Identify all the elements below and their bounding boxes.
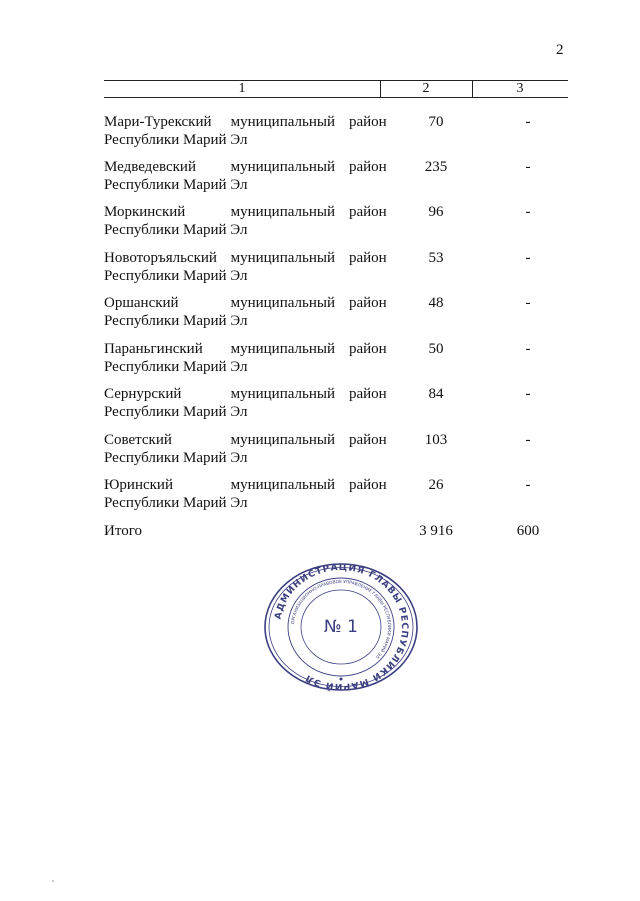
col3-value: - [525,114,531,130]
header-col-3: 3 [516,81,524,96]
total-col2-value: 3 916 [419,523,453,539]
total-row [104,522,568,542]
district-region: Республики Марий Эл [104,313,248,329]
table-row [104,113,568,153]
district-region: Республики Марий Эл [104,177,248,193]
col3-value: - [525,250,531,266]
col3-value: - [525,341,531,357]
seal-outer-text: АДМИНИСТРАЦИЯ ГЛАВЫ РЕСПУБЛИКИ МАРИЙ ЭЛ [273,562,410,692]
col2-value: 103 [424,432,448,448]
district-name: Юринский муниципальный [104,477,335,493]
district-type: район [349,204,387,220]
district-type: район [349,114,387,130]
col2-value: 96 [428,204,444,220]
district-region: Республики Марий Эл [104,404,248,420]
header-col-2: 2 [422,81,430,96]
col2-value: 26 [428,477,444,493]
table-row [104,476,568,516]
district-name: Медведевский муниципальный [104,159,335,175]
district-type: район [349,477,387,493]
district-name: Новоторъяльский муниципальный [104,250,335,266]
table-row [104,203,568,243]
district-type: район [349,386,387,402]
scan-speck [52,880,54,882]
seal-center-number: № 1 [324,617,358,637]
col2-value: 53 [428,250,444,266]
col2-value: 70 [428,114,444,130]
table-row [104,249,568,289]
district-type: район [349,250,387,266]
col2-value: 84 [428,386,444,402]
district-type: район [349,295,387,311]
district-name: Оршанский муниципальный [104,295,335,311]
district-name: Мари-Турекский муниципальный [104,114,335,130]
district-type: район [349,341,387,357]
table-row [104,431,568,471]
seal-inner-text: ОРГАНИЗАЦИОННО-ПРАВОВОЕ УПРАВЛЕНИЕ ГЛАВЫ РЕСПУБЛИКИ МАРИЙ ЭЛ [291,579,392,659]
col3-value: - [525,477,531,493]
district-region: Республики Марий Эл [104,450,248,466]
district-name: Советский муниципальный [104,432,335,448]
district-name: Моркинский муниципальный [104,204,335,220]
table-row [104,340,568,380]
district-name: Параньгинский муниципальный [104,341,335,357]
seal-star [340,678,343,681]
col3-value: - [525,159,531,175]
col3-value: - [525,204,531,220]
table-row [104,385,568,425]
official-seal [262,562,420,692]
header-col-1: 1 [238,81,246,96]
header-bottom-rule [104,97,568,98]
col3-value: - [525,295,531,311]
district-region: Республики Марий Эл [104,495,248,511]
col2-value: 48 [428,295,444,311]
district-type: район [349,432,387,448]
district-region: Республики Марий Эл [104,268,248,284]
district-region: Республики Марий Эл [104,359,248,375]
col3-value: - [525,386,531,402]
page-number: 2 [556,42,564,58]
col2-value: 50 [428,341,444,357]
district-region: Республики Марий Эл [104,222,248,238]
table-row [104,294,568,334]
col2-value: 235 [424,159,448,175]
total-label: Итого [104,523,142,539]
table-row [104,158,568,198]
total-col3-value: 600 [516,523,540,539]
district-region: Республики Марий Эл [104,132,248,148]
col3-value: - [525,432,531,448]
district-type: район [349,159,387,175]
district-name: Сернурский муниципальный [104,386,335,402]
